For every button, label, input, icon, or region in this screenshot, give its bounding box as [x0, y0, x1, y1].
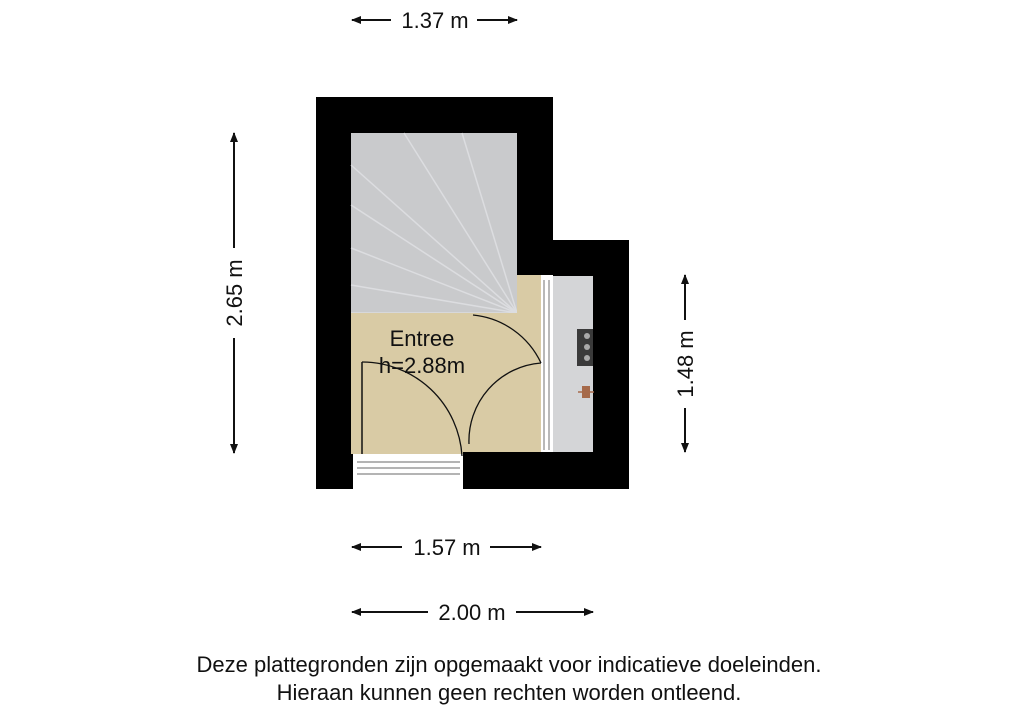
disclaimer-line-2: Hieraan kunnen geen rechten worden ontleend.: [276, 680, 742, 705]
disclaimer-line-1: Deze plattegronden zijn opgemaakt voor indicatieve doeleinden.: [196, 652, 822, 677]
dimension-label: 1.37 m: [401, 8, 469, 33]
dimension-label: 1.48 m: [673, 330, 698, 398]
dimension-top-width: [352, 8, 517, 33]
dimension-right-height: [673, 275, 698, 452]
room-name: Entree: [389, 326, 455, 351]
stairs: [351, 133, 517, 313]
meter-dot: [584, 344, 590, 350]
dimension-label: 1.57 m: [413, 535, 481, 560]
dimension-total-width: [352, 600, 593, 625]
dimension-label: 2.65 m: [222, 259, 247, 327]
door-opening: [353, 454, 463, 489]
stairs-area: [351, 133, 517, 313]
dimension-label: 2.00 m: [438, 600, 506, 625]
meter-dot: [584, 355, 590, 361]
door-frame: [541, 275, 553, 452]
dimension-left-height: [222, 133, 247, 453]
dimension-inner-width: [352, 535, 541, 560]
meter-dot: [584, 333, 590, 339]
room-height: h=2.88m: [378, 353, 466, 378]
meter-cupboard: [553, 276, 594, 452]
